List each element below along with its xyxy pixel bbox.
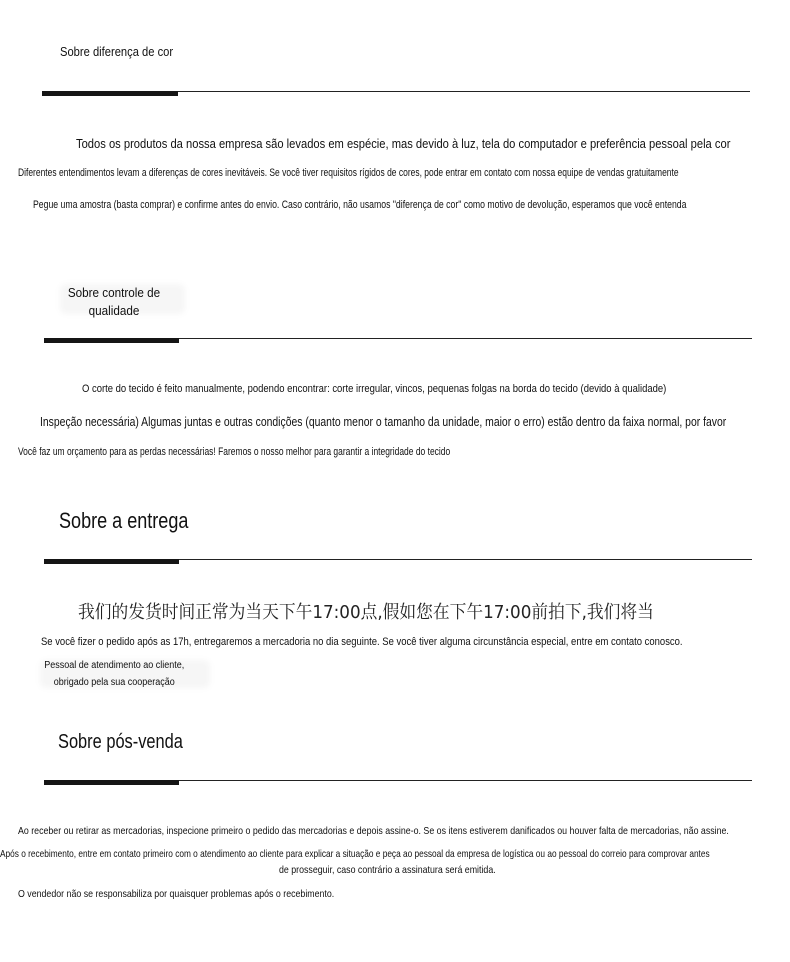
- section-title-color-difference: Sobre diferença de cor: [60, 44, 174, 59]
- color-difference-line-3: Pegue uma amostra (basta comprar) e confirme antes do envio. Caso contrário, não usamos "diferença de cor" como motivo de devolução, esperamos que você entenda: [33, 199, 687, 211]
- quality-control-line-3: Você faz um orçamento para as perdas necessárias! Faremos o nosso melhor para garantir a integridade do tecido: [18, 446, 451, 458]
- quality-control-line-2: Inspeção necessária) Algumas juntas e outras condições (quanto menor o tamanho da unidade, maior o erro) estão dentro da faixa normal, por favor: [40, 414, 727, 429]
- divider-accent: [44, 338, 179, 343]
- section-title-after-sales: Sobre pós-venda: [58, 731, 183, 753]
- delivery-line-4: obrigado pela sua cooperação: [53, 677, 175, 688]
- after-sales-line-1: Ao receber ou retirar as mercadorias, inspecione primeiro o pedido das mercadorias e depois assine-o. Se os itens estiverem danificados ou houver falta de mercadorias, não assine.: [18, 825, 729, 837]
- delivery-line-chinese: 我们的发货时间正常为当天下午17:00点,假如您在下午17:00前拍下,我们将当: [78, 602, 654, 623]
- delivery-line-3: Pessoal de atendimento ao cliente,: [44, 660, 185, 671]
- after-sales-line-2: Após o recebimento, entre em contato primeiro com o atendimento ao cliente para explicar a situação e peça ao pessoal da empresa de logística ou ao pessoal do correio para comprovar antes: [0, 848, 710, 860]
- section-title-quality-control-1: Sobre controle de: [67, 285, 161, 300]
- color-difference-line-2: Diferentes entendimentos levam a diferenças de cores inevitáveis. Se você tiver requisitos rígidos de cores, pode entrar em contato com nossa equipe de vendas gratuitamente: [18, 167, 679, 179]
- section-title-delivery: Sobre a entrega: [59, 508, 189, 533]
- color-difference-line-1: Todos os produtos da nossa empresa são levados em espécie, mas devido à luz, tela do computador e preferência pessoal pela cor: [76, 136, 731, 151]
- after-sales-line-3: de prosseguir, caso contrário a assinatura será emitida.: [279, 864, 496, 876]
- delivery-line-2: Se você fizer o pedido após as 17h, entregaremos a mercadoria no dia seguinte. Se você tiver alguma circunstância especial, entre em contato conosco.: [41, 636, 683, 648]
- divider-accent: [44, 559, 179, 564]
- section-title-quality-control-2: qualidade: [88, 303, 140, 318]
- quality-control-line-1: O corte do tecido é feito manualmente, podendo encontrar: corte irregular, vincos, pequenas folgas na borda do tecido (devido à qualidade): [82, 383, 667, 395]
- divider-accent: [44, 780, 179, 785]
- after-sales-line-4: O vendedor não se responsabiliza por quaisquer problemas após o recebimento.: [18, 888, 335, 900]
- divider-accent: [42, 91, 178, 96]
